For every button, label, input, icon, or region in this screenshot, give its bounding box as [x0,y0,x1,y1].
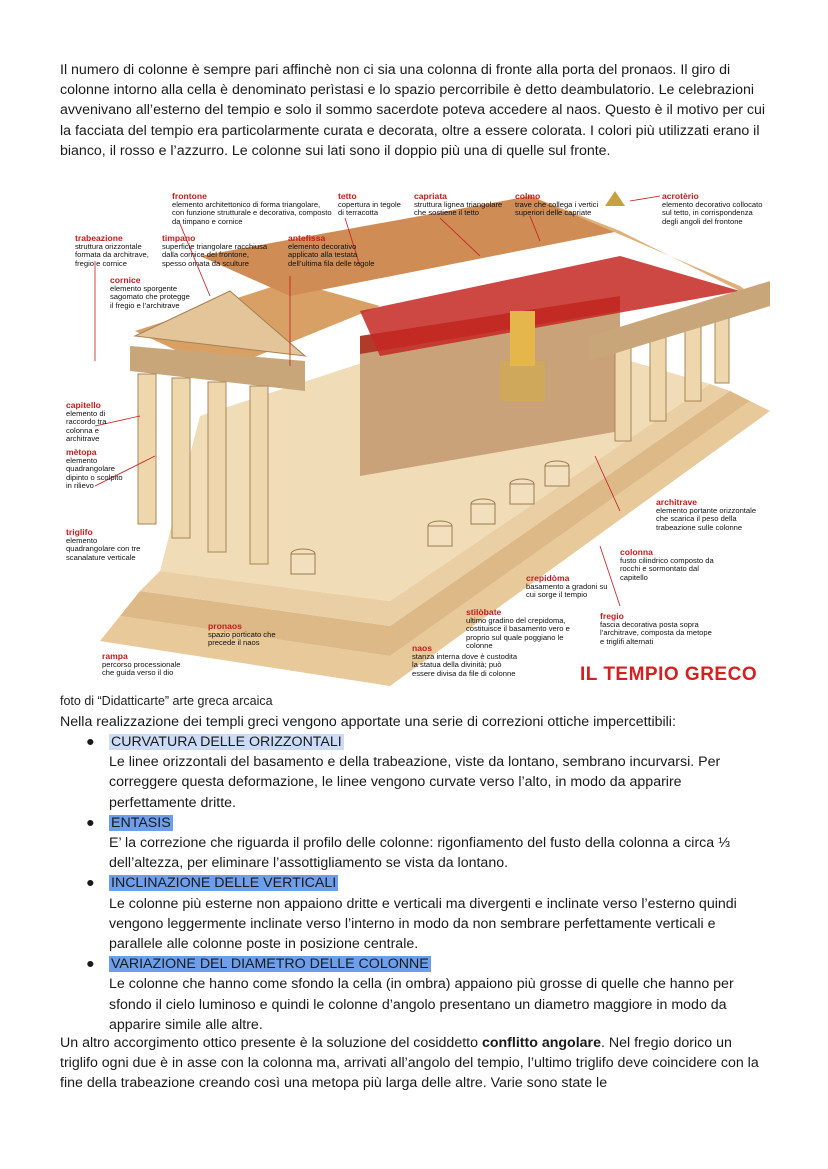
correction-text: Le colonne più esterne non appaiono dritte e verticali ma divergenti e inclinate verso l’esterno quindi vengono leggermente inclinate verso l’interno in modo da non sembrare perfettamente verticali e parallele alle colonne poste in posizione centrale. [109,895,737,953]
label-antefissa: antefissa elemento decorativo applicato alla testata dell’ultima fila delle tegole [288,233,375,268]
label-frontone: frontone elemento architettonico di forma triangolare, con funzione strutturale e decorativa, composto da timpano e cornice [172,191,332,226]
label-stilobate: stilòbate ultimo gradino del crepidoma, costituisce il basamento vero e proprio sul quale poggiano le colonne [466,607,570,651]
list-intro: Nella realizzazione dei templi greci vengono apportate una serie di correzioni ottiche impercettibili: [60,714,676,730]
label-architrave: architrave elemento portante orizzontale che scarica il peso della trabeazione sulle colonne [656,497,757,532]
label-acroterio: acrotèrio elemento decorativo collocato sul tetto, in corrispondenza degli angoli del frontone [662,191,763,226]
acroterion [605,191,625,206]
bullet-icon: ● [86,956,95,973]
correction-text: E’ la correzione che riguarda il profilo delle colonne: rigonfiamento del fusto della colonna a circa ⅓ dell’altezza, per eliminare l’assottigliamento se vista da lontano. [109,835,730,872]
correction-title: INCLINAZIONE DELLE VERTICALI [111,875,337,892]
correction-title: VARIAZIONE DEL DIAMETRO DELLE COLONNE [111,956,429,973]
label-naos: naos stanza interna dove è custodita la statua della divinità; può essere divisa da file di colonne [412,643,518,678]
photo-caption: foto di “Didatticarte” arte greca arcaica [60,694,273,708]
list-item [60,954,772,1035]
statue [510,311,535,366]
label-colmo: colmo trave che collega i vertici superiori delle capriate [515,191,599,218]
label-trabeazione: trabeazione struttura orizzontale formata da architrave, fregio e cornice [75,233,149,268]
bullet-icon: ● [86,814,95,831]
label-crepidoma: crepidòma basamento a gradoni su cui sorge il tempio [526,573,608,600]
list-item [60,732,772,813]
correction-title: ENTASIS [111,814,171,831]
correction-text: Le linee orizzontali del basamento e della trabeazione, viste da lontano, sembrano incurvarsi. Per correggere questa deformazione, le linee vengono curvate verso l’alto, in modo da apparire perfettamente dritte. [109,754,721,811]
label-timpano: timpano superficie triangolare racchiusa dalla cornice del frontone, spesso ornata da sculture [162,233,268,268]
label-cornice: cornice elemento sporgente sagomato che protegge il fregio e l’architrave [110,275,190,310]
bold-term: conflitto angolare [481,1035,601,1051]
label-rampa: rampa percorso processionale che guida verso il dio [102,651,181,678]
closing-paragraph: Un altro accorgimento ottico presente è la soluzione del cosiddetto conflitto angolare. Nel fregio dorico un triglifo ogni due è in asse con la colonna ma, arrivati all’angolo del tempio, l’ultimo triglifo deve coincidere con la fine della trabeazione creando così una metopa più larga delle altre. Varie sono state le [60,1035,759,1092]
label-capitello: capitello elemento di raccordo tra colonna e architrave [66,400,107,444]
figure-title: IL TEMPIO GRECO [580,664,758,685]
label-colonna: colonna fusto cilindrico composto da rocchi e sormontato dal capitello [620,547,714,582]
greek-temple-illustration [60,186,772,691]
label-fregio: fregio fascia decorativa posta sopra l’architrave, composta da metope e triglifi alternati [600,611,712,646]
optical-corrections-list [60,732,772,1035]
label-pronaos: pronaos spazio porticato che precede il naos [208,621,276,648]
list-item [60,873,772,954]
correction-text: Le colonne che hanno come sfondo la cella (in ombra) appaiono più grosse di quelle che hanno per sfondo il cielo luminoso e quindi le colonne d’angolo presentano un diametro maggiore in modo da apparire simile alle altre. [109,976,734,1033]
label-triglifo: triglifo elemento quadrangolare con tre scanalature verticale [66,527,141,562]
label-metopa: mètopa elemento quadrangolare dipinto o scolpito in rilievo [66,447,123,491]
correction-title: CURVATURA DELLE ORIZZONTALI [111,734,342,750]
statue-base [500,361,545,401]
label-capriata: capriata struttura lignea triangolare che sostiene il tetto [414,191,503,218]
list-item [60,813,772,874]
bullet-icon: ● [86,734,95,750]
label-tetto: tetto copertura in tegole di terracotta [338,191,401,218]
bullet-icon: ● [86,875,95,892]
intro-paragraph: Il numero di colonne è sempre pari affinchè non ci sia una colonna di fronte alla porta del pronaos. Il giro di colonne intorno alla cella è denominato perìstasi e lo spazio percorribile è detto deambulatorio. Le celebrazioni avvenivano all’esterno del tempio e solo il sommo sacerdote poteva accedere al naos. Questo è il motivo per cui la facciata del tempio era particolarmente curata e decorata, oltre a essere colorata. I colori più utilizzati erano il bianco, il rosso e l’azzurro. Le colonne sui lati sono il doppio più una di quelle sul fronte. [60,62,766,159]
